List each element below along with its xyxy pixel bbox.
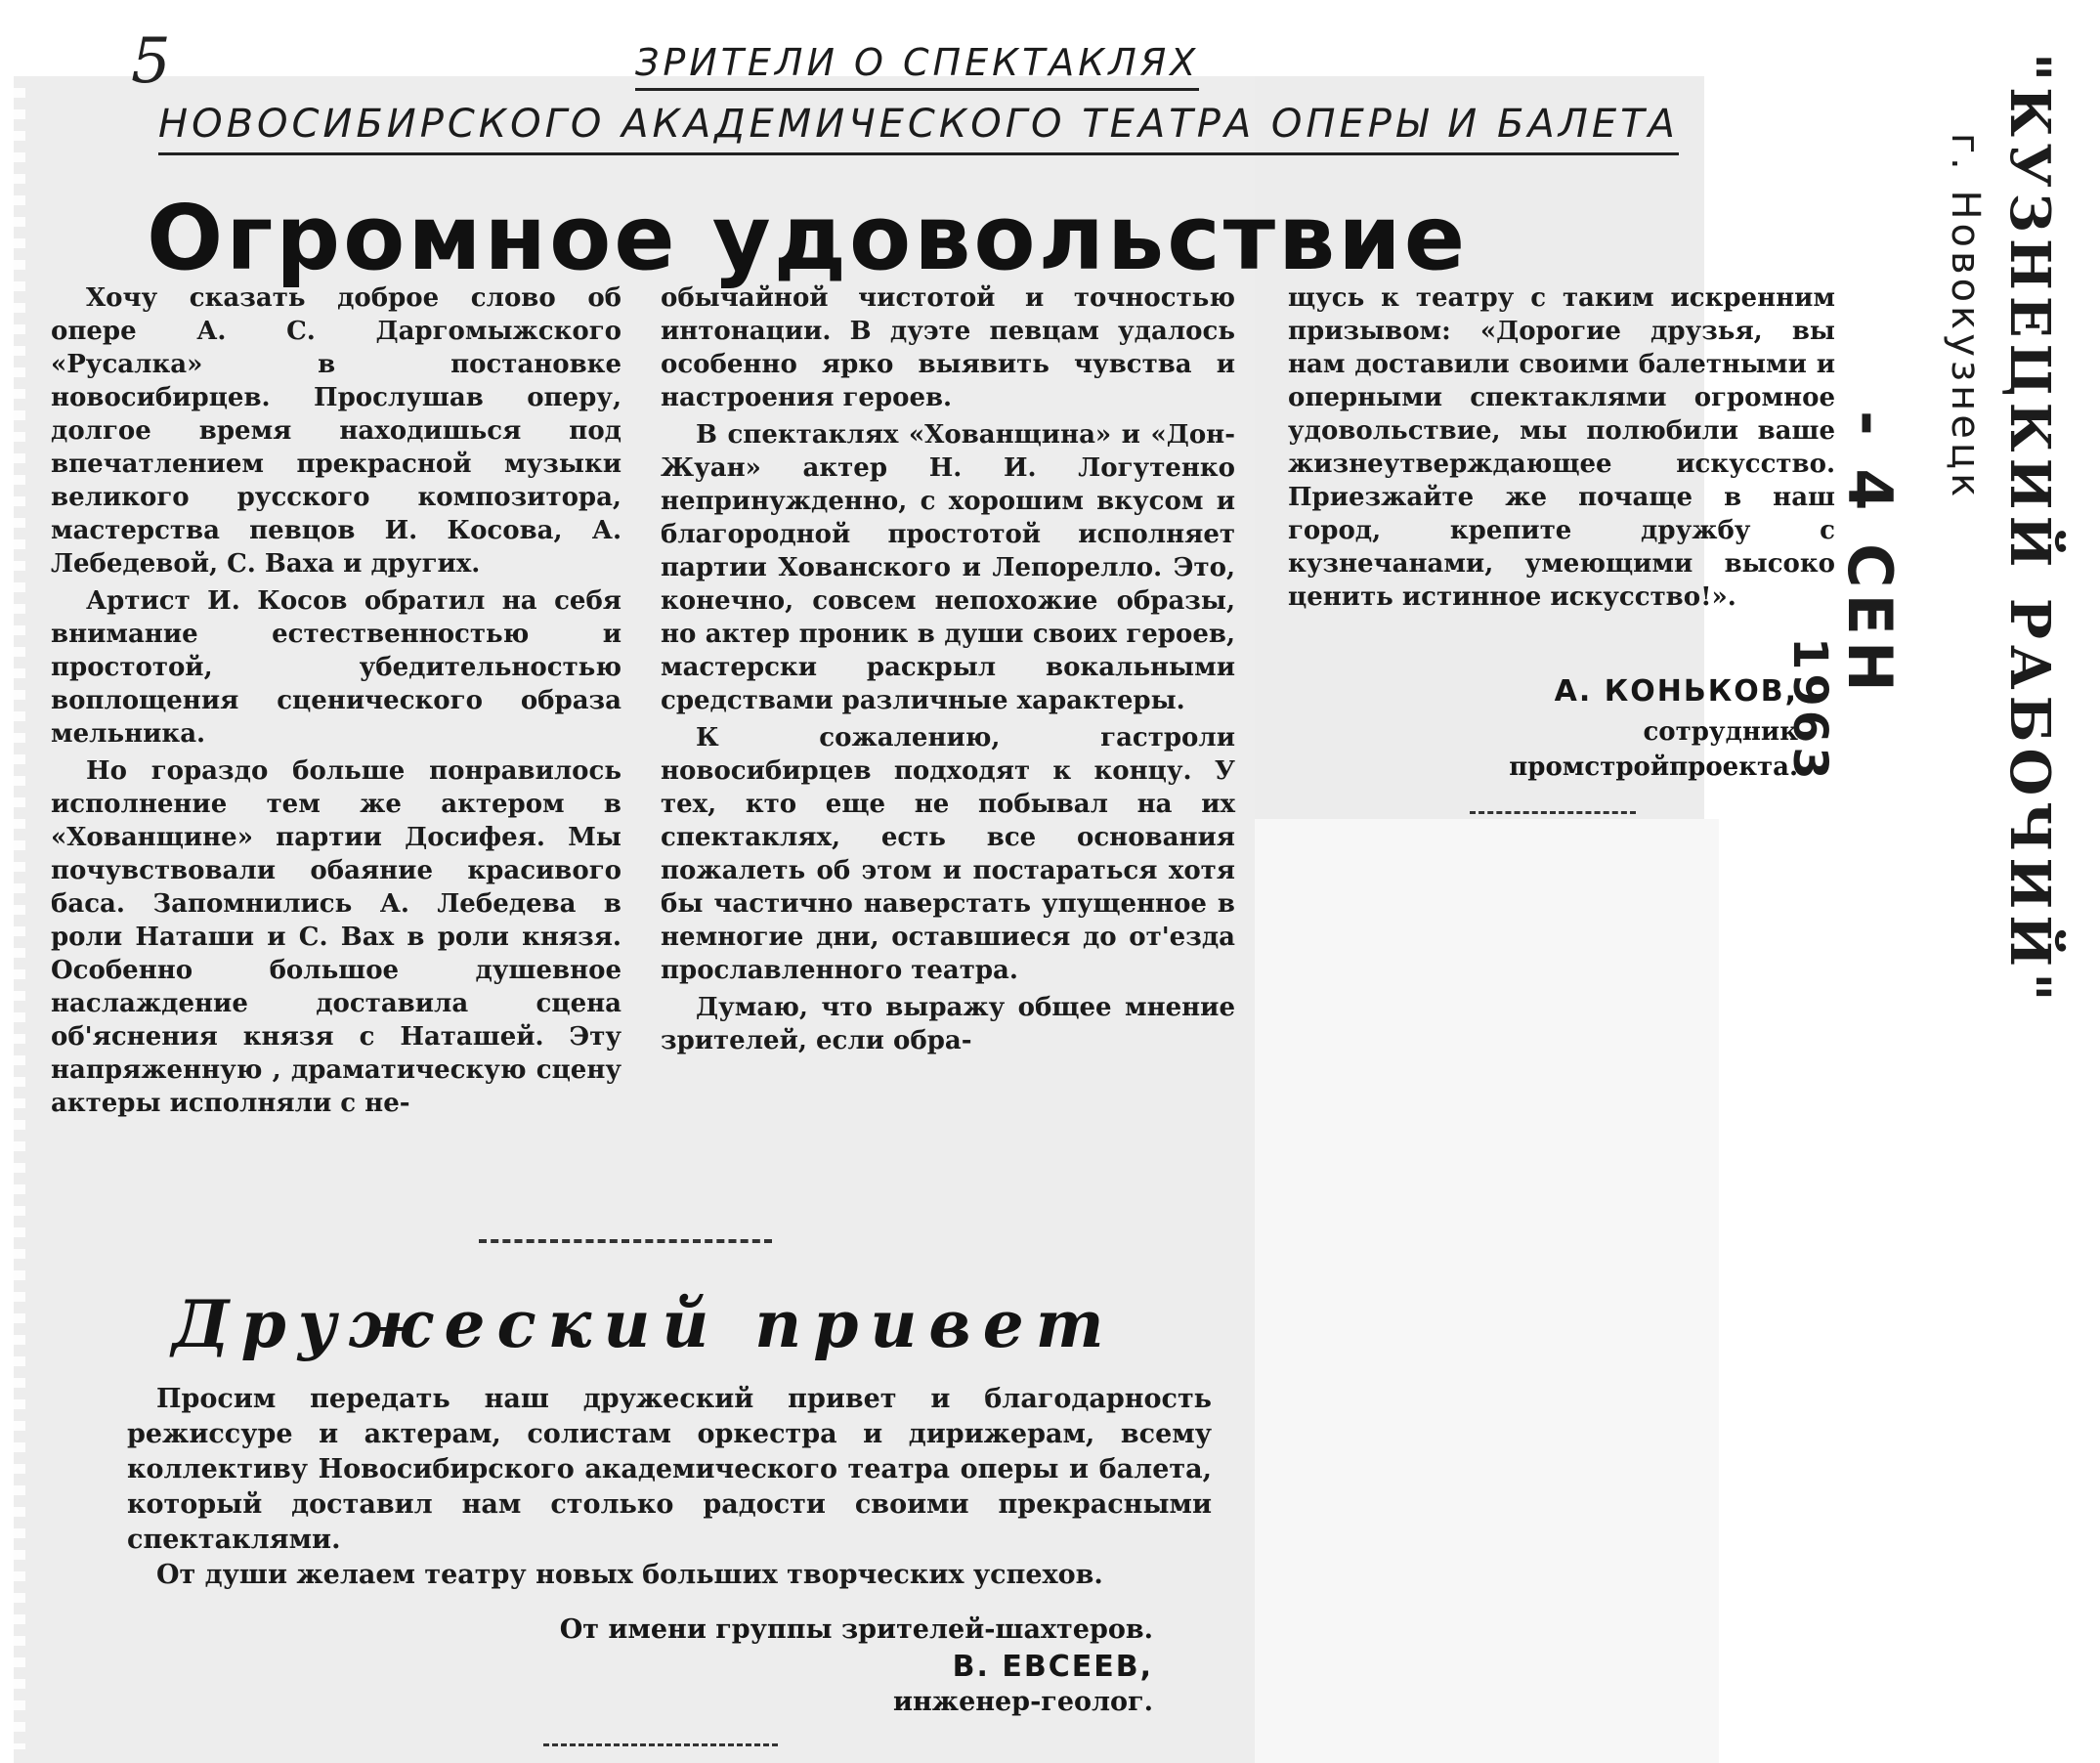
second-article-headline: Дружеский привет bbox=[172, 1286, 1116, 1362]
author-role: инженер-геолог. bbox=[893, 1687, 1153, 1717]
signature-on-behalf: От имени группы зрителей-шахтеров. bbox=[559, 1614, 1153, 1645]
article-column-3 bbox=[1288, 281, 1835, 614]
divider-rule bbox=[479, 1239, 772, 1243]
author-organization: промстройпроекта. bbox=[1509, 752, 1798, 782]
stamp-year: 1963 bbox=[1782, 637, 1837, 784]
paragraph: К сожалению, гастроли новосибирцев подходят к концу. У тех, кто еще не побывал на их спектаклях, есть все основания пожалеть об этом и постараться хотя бы частично наверстать упущенное в немногие дни, оставшиеся до от'езда прославленного театра. bbox=[661, 723, 1235, 985]
paragraph: Но гораздо больше понравилось исполнение тем же актером в «Хованщине» партии Досифея. Мы почувствовали обаяние красивого баса. Запомнились А. Лебедева в роли Наташи и С. Вах в роли князя. Особенно большое душевное наслаждение доставила сцена об'яснения князя с Наташей. Эту напряженную , драматическую сцену актеры исполняли с не- bbox=[51, 756, 621, 1118]
paragraph: обычайной чистотой и точностью интонации. В дуэте певцам удалось особенно ярко выявить чувства и настроения героев. bbox=[661, 283, 1235, 412]
second-article-body bbox=[127, 1382, 1212, 1593]
stamp-newspaper-name: "КУЗНЕЦКИЙ РАБОЧИЙ" bbox=[1997, 53, 2062, 1008]
paragraph: От души желаем театру новых больших творческих успехов. bbox=[156, 1560, 1103, 1590]
stamp-city: г. Новокузнецк bbox=[1943, 133, 1988, 501]
author-name: В. ЕВСЕЕВ, bbox=[952, 1650, 1153, 1684]
article-column-2 bbox=[661, 281, 1235, 1057]
stamp-date: - 4 СЕН bbox=[1834, 410, 1906, 698]
article-column-1 bbox=[51, 281, 621, 1120]
page-number: 5 bbox=[131, 25, 171, 98]
author-name: А. КОНЬКОВ, bbox=[1554, 674, 1798, 709]
author-role: сотрудник bbox=[1643, 717, 1798, 747]
rubric-subtitle: НОВОСИБИРСКОГО АКАДЕМИЧЕСКОГО ТЕАТРА ОПЕРЫ И БАЛЕТА bbox=[158, 102, 1679, 155]
paragraph: Артист И. Косов обратил на себя внимание естественностью и простотой, убедительностью воплощения сценического образа мельника. bbox=[51, 586, 621, 749]
paragraph: Думаю, что выражу общее мнение зрителей, если обра- bbox=[661, 993, 1235, 1055]
paragraph: В спектаклях «Хованщина» и «Дон-Жуан» актер Н. И. Логутенко непринужденно, с хорошим вкусом и благородной простотой исполняет партии Хованского и Лепорелло. Это, конечно, совсем непохожие образы, но актер проник в души своих героев, мастерски раскрыл вокальными средствами различные характеры. bbox=[661, 420, 1235, 715]
torn-edge bbox=[2, 88, 25, 1749]
clipping-lower-right-blank bbox=[1255, 819, 1719, 1763]
paragraph: щусь к театру с таким искренним призывом: «Дорогие друзья, вы нам доставили своими балетными и оперными спектаклями огромное удовольствие, мы полюбили ваше жизнеутверждающее искусство. Приезжайте же почаще в наш город, крепите дружбу с кузнечанами, умеющими высоко ценить истинное искусство!». bbox=[1288, 283, 1835, 612]
paragraph: Просим передать наш дружеский привет и благодарность режиссуре и актерам, солистам оркестра и дирижерам, всему коллективу Новосибирского академического театра оперы и балета, который доставил нам столько радости своими прекрасными спектаклями. bbox=[127, 1384, 1212, 1555]
article-headline: Огромное удовольствие bbox=[147, 186, 1469, 290]
paragraph: Хочу сказать доброе слово об опере А. С. Даргомыжского «Русалка» в постановке новосибирцев. Прослушав оперу, долгое время находишься под впечатлением прекрасной музыки великого русского композитора, мастерства певцов И. Косова, А. Лебедевой, С. Ваха и других. bbox=[51, 283, 621, 579]
divider-rule bbox=[543, 1743, 778, 1746]
divider-rule bbox=[1470, 811, 1636, 814]
rubric-title: ЗРИТЕЛИ О СПЕКТАКЛЯХ bbox=[635, 41, 1199, 91]
